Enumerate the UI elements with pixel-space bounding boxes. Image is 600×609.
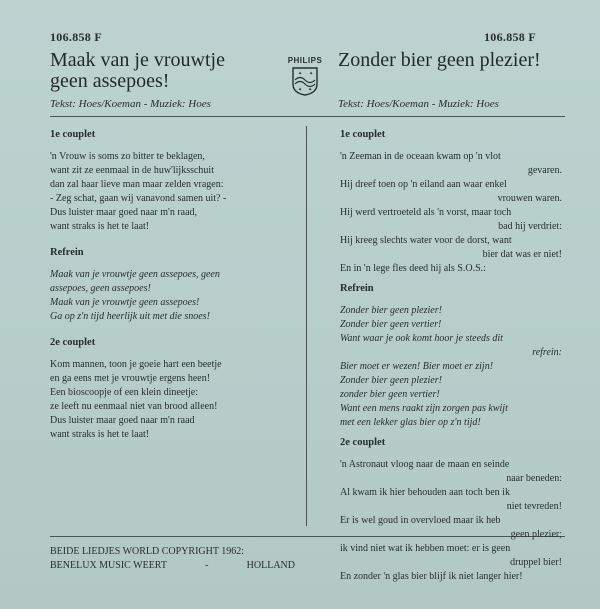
song-title-right: Zonder bier geen plezier! bbox=[338, 49, 541, 71]
publisher: BENELUX MUSIC WEERT bbox=[50, 560, 167, 571]
lyric-line: Zonder bier geen plezier! bbox=[340, 375, 442, 386]
lyric-line: ze leeft nu eenmaal niet van brood alleen! bbox=[50, 401, 218, 412]
song-title-left-line-2: geen assepoes! bbox=[50, 70, 170, 92]
lyric-line: 'n Astronaut vloog naar de maan en seinde naar beneden: bbox=[340, 459, 562, 484]
lyric-line: - Zeg schat, gaan wij vanavond samen uit? - bbox=[50, 193, 227, 204]
lyric-line: Hij werd vertroeteld als 'n vorst, maar toch bad hij verdriet: bbox=[340, 207, 562, 232]
catalog-number-right: 106.858 F bbox=[484, 30, 537, 44]
copyright-line-2 bbox=[50, 559, 295, 573]
credits-right: Tekst: Hoes/Koeman - Muziek: Hoes bbox=[338, 98, 499, 110]
lyric-line: Maak van je vrouwtje geen assepoes! bbox=[50, 297, 200, 308]
lyric-line: Dus luister maar goed naar m'n raad, bbox=[50, 207, 198, 218]
lyric-line: Ga op z'n tijd heerlijk uit met die snoes! bbox=[50, 311, 210, 322]
lyric-line: Hij dreef toen op 'n eiland aan waar enkel vrouwen waren. bbox=[340, 179, 562, 204]
lyric-line: Bier moet er wezen! Bier moet er zijn! bbox=[340, 361, 494, 372]
catalog-number-left: 106.858 F bbox=[50, 30, 103, 44]
svg-text:✦: ✦ bbox=[298, 88, 303, 93]
copyright-footer bbox=[50, 545, 295, 573]
svg-text:✦: ✦ bbox=[298, 72, 303, 77]
lyric-line: En in 'n lege fles deed hij als S.O.S.: bbox=[340, 263, 486, 274]
left-couplet2 bbox=[50, 358, 288, 442]
left-refrein-heading: Refrein bbox=[50, 247, 84, 258]
lyric-line: Hij kreeg slechts water voor de dorst, want bier dat was er niet! bbox=[340, 235, 562, 260]
lyric-line: Al kwam ik hier behouden aan toch ben ik niet tevreden! bbox=[340, 487, 562, 512]
lyric-line: dan zal haar lieve man maar zelden vragen: bbox=[50, 179, 224, 190]
lyric-line: Want waar je ook komt hoor je steeds dit refrein: bbox=[340, 333, 562, 358]
lyric-line: Zonder bier geen plezier! bbox=[340, 305, 442, 316]
lyric-line: Want een mens raakt zijn zorgen pas kwijt bbox=[340, 403, 508, 414]
song-title-left bbox=[50, 50, 290, 92]
philips-wordmark: PHILIPS bbox=[287, 56, 323, 65]
lyrics-left-column bbox=[50, 128, 288, 442]
left-couplet2-heading: 2e couplet bbox=[50, 337, 96, 348]
lyric-line: 'n Vrouw is soms zo bitter te beklagen, bbox=[50, 151, 205, 162]
philips-shield-icon bbox=[290, 66, 320, 96]
lyric-line: Zonder bier geen vertier! bbox=[340, 319, 442, 330]
lyric-line: Dus luister maar goed naar m'n raad bbox=[50, 415, 195, 426]
left-refrein bbox=[50, 268, 288, 324]
center-divider bbox=[306, 126, 307, 526]
left-couplet1-heading: 1e couplet bbox=[50, 129, 96, 140]
country: HOLLAND bbox=[246, 560, 295, 571]
right-refrein bbox=[340, 304, 564, 430]
lyric-line: ik vind niet wat ik hebben moet: er is geen druppel bier! bbox=[340, 543, 562, 568]
separator: - bbox=[205, 560, 209, 571]
right-couplet1-heading: 1e couplet bbox=[340, 129, 386, 140]
lyric-line: assepoes, geen assepoes! bbox=[50, 283, 151, 294]
right-couplet2-heading: 2e couplet bbox=[340, 437, 386, 448]
credits-left: Tekst: Hoes/Koeman - Muziek: Hoes bbox=[50, 98, 211, 110]
left-couplet1 bbox=[50, 150, 288, 234]
lyric-line: want straks is het te laat! bbox=[50, 429, 150, 440]
song-title-left-line-1: Maak van je vrouwtje bbox=[50, 49, 225, 71]
lyric-line: want zit ze eenmaal in de huw'lijksschuit bbox=[50, 165, 214, 176]
lyric-line: Een bioscoopje of een klein dineetje: bbox=[50, 387, 199, 398]
lyric-line: en ga eens met je vrouwtje ergens heen! bbox=[50, 373, 211, 384]
svg-text:✦: ✦ bbox=[309, 72, 314, 77]
lyric-line: Maak van je vrouwtje geen assepoes, geen bbox=[50, 269, 220, 280]
lyric-line: met een lekker glas bier op z'n tijd! bbox=[340, 417, 481, 428]
lyric-line: want straks is het te laat! bbox=[50, 221, 150, 232]
copyright-line-1: BEIDE LIEDJES WORLD COPYRIGHT 1962: bbox=[50, 546, 245, 557]
right-couplet1 bbox=[340, 150, 564, 276]
lyric-line: zonder bier geen vertier! bbox=[340, 389, 440, 400]
lyrics-right-column bbox=[340, 128, 564, 584]
lyric-line: Er is wel goud in overvloed maar ik heb geen plezier; bbox=[340, 515, 562, 540]
svg-text:✦: ✦ bbox=[308, 88, 313, 93]
right-refrein-heading: Refrein bbox=[340, 283, 374, 294]
top-divider bbox=[50, 116, 565, 117]
philips-logo bbox=[283, 56, 327, 96]
lyric-line: 'n Zeeman in de oceaan kwam op 'n vlot gevaren. bbox=[340, 151, 562, 176]
lyric-line: Kom mannen, toon je goeie hart een beetje bbox=[50, 359, 222, 370]
lyric-line: En zonder 'n glas bier blijf ik niet langer hier! bbox=[340, 571, 523, 582]
right-couplet2 bbox=[340, 458, 564, 584]
